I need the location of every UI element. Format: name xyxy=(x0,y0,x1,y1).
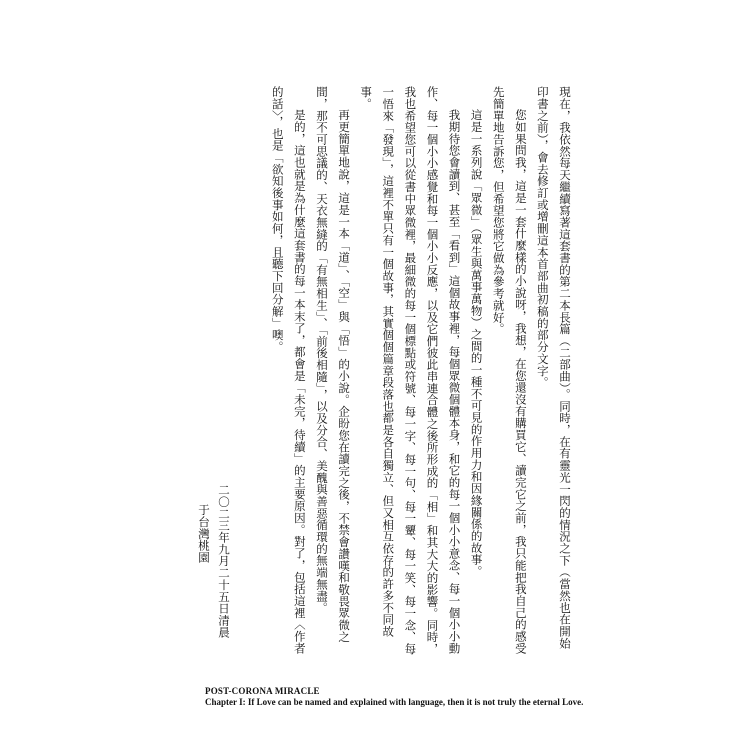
paragraph-1: 現在，我依然每天繼續寫著這套書的第二本長篇（二部曲）。同時，在有靈光一閃的情況之下（當然也在開始印書之前），會去修訂或增刪這本首部曲初稿的部分文字。 xyxy=(535,86,572,650)
paragraph-3: 這是一系列說「眾微」（眾生與萬事萬物）之間的一種不可見的作用力和因緣關係的故事。 xyxy=(469,109,484,578)
page-footer xyxy=(205,686,745,708)
signature-place: 于台灣桃園 xyxy=(197,504,211,564)
book-title: POST-CORONA MIRACLE xyxy=(205,686,320,696)
paragraph-4: 我期待您會讀到、甚至「看到」這個故事裡，每個眾微個體本身，和它的每一個小小意念、每一個小小動作、每一個小小感覺和每一個小小反應，以及它們彼此串連合體之後所形成的「相」和其大大的影響。同時，我也希望您可以從書中眾微裡，最細微的每一個標點或符號、每一字、每一句、每一顰、每一笑、每一念、每一悟來「發現」，這裡不單只有一個故事，其實個個篇章段落也都是各自獨立、但又相互依存的許多不同故事。 xyxy=(359,86,462,655)
author-note-body xyxy=(196,86,576,656)
paragraph-5: 再更簡單地說，這是一本「道」、「空」與「悟」的小說。企盼您在讀完之後，不禁會讚嘆和敬畏眾微之間，那不可思議的、天衣無縫的「有無相生」、「前後相隨」，以及分合、美醜與善惡循環的無端無盡。 xyxy=(314,86,352,643)
chapter-line: Chapter I: If Love can be named and explained with language, then it is not truly the eternal Love. xyxy=(205,697,584,707)
signature-date: 二〇二三年九月二十五日清晨 xyxy=(217,484,231,639)
signature-block xyxy=(188,484,234,680)
paragraph-6: 是的，這也就是為什麼這套書的每一本末了，都會是「未完，待續」的主要原因。對了，包括這裡〈作者的話〉，也是「欲知後事如何，且聽下回分解」噢。 xyxy=(270,86,307,655)
paragraph-2: 您如果問我，這是一套什麼樣的小說呀，我想，在您還沒有購買它、讀完它之前，我只能把我自己的感受先簡單地告訴您，但希望您將它做為參考就好。 xyxy=(491,86,528,655)
